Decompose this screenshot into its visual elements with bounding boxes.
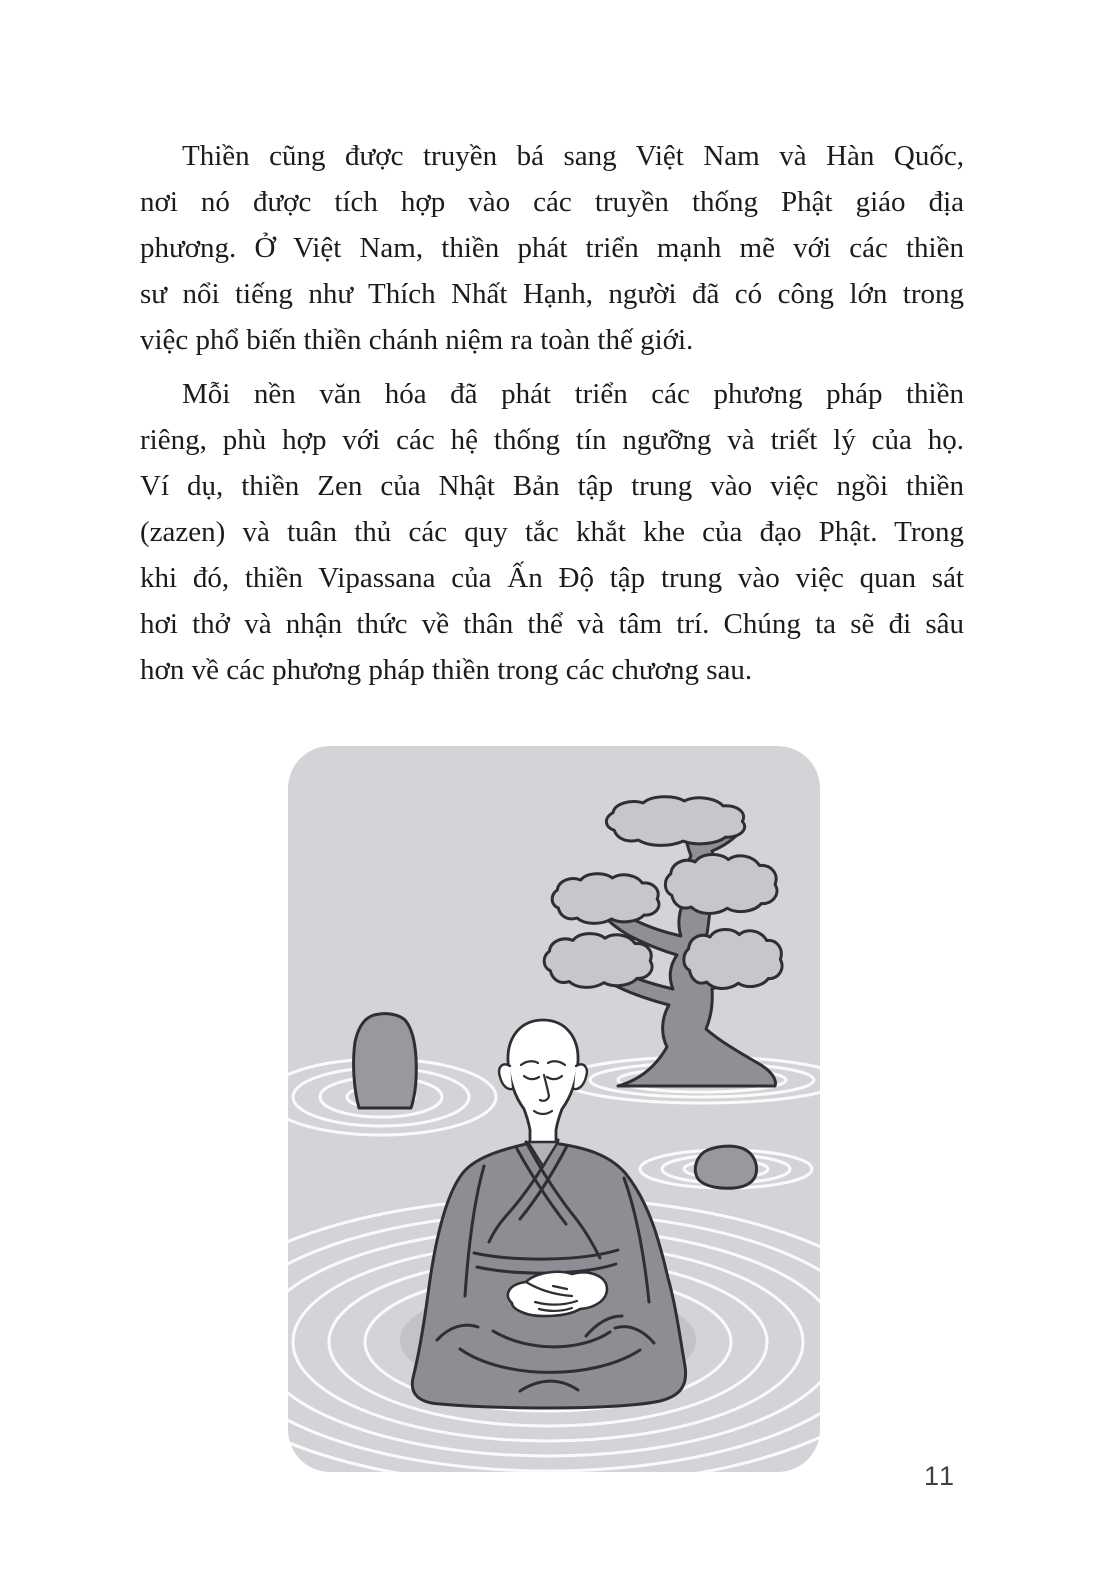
text-line: Ví dụ, thiền Zen của Nhật Bản tập trung vào việc ngồi thiền — [140, 470, 964, 502]
text-line: sư nổi tiếng như Thích Nhất Hạnh, người đã có công lớn trong — [140, 278, 964, 310]
illustration-frame — [288, 746, 820, 1472]
text-line: (zazen) và tuân thủ các quy tắc khắt khe của đạo Phật. Trong — [140, 516, 964, 548]
text-line: hơn về các phương pháp thiền trong các chương sau. — [140, 654, 753, 686]
zen-garden-illustration — [288, 746, 820, 1472]
text-line: khi đó, thiền Vipassana của Ấn Độ tập trung vào việc quan sát — [140, 562, 964, 594]
small-rock — [695, 1146, 756, 1188]
text-line: Mỗi nền văn hóa đã phát triển các phương pháp thiền — [182, 378, 964, 410]
text-line: hơi thở và nhận thức về thân thể và tâm trí. Chúng ta sẽ đi sâu — [140, 608, 964, 640]
text-line: phương. Ở Việt Nam, thiền phát triển mạnh mẽ với các thiền — [140, 232, 964, 264]
text-line: riêng, phù hợp với các hệ thống tín ngưỡng và triết lý của họ. — [140, 424, 964, 456]
paragraph — [140, 133, 964, 363]
text-line: nơi nó được tích hợp vào các truyền thống Phật giáo địa — [140, 186, 964, 218]
text-line: Thiền cũng được truyền bá sang Việt Nam và Hàn Quốc, — [182, 140, 964, 172]
text-block — [140, 133, 964, 693]
page-number: 11 — [923, 1461, 956, 1491]
text-line: việc phổ biến thiền chánh niệm ra toàn thế giới. — [140, 324, 694, 356]
paragraph — [140, 371, 964, 693]
standing-rock — [354, 1014, 417, 1108]
